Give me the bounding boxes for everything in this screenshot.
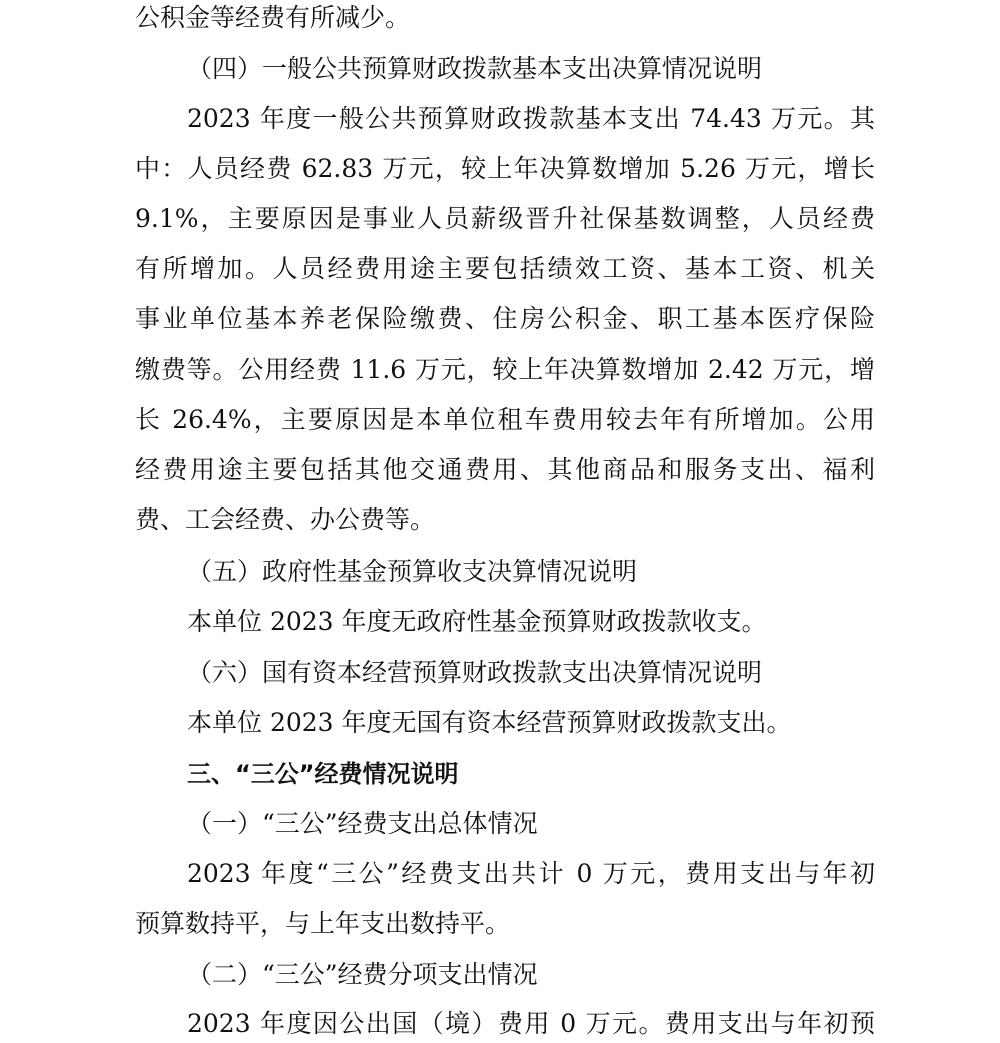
paragraph-line: 9.1%，主要原因是事业人员薪级晋升社保基数调整，人员经费: [135, 204, 875, 233]
paragraph-line: 2023 年度“三公”经费支出共计 0 万元，费用支出与年初: [187, 859, 875, 888]
paragraph-line: 费、工会经费、办公费等。: [135, 505, 436, 534]
section-heading-5: （五）政府性基金预算收支决算情况说明: [187, 557, 638, 586]
paragraph-line: 经费用途主要包括其他交通费用、其他商品和服务支出、福利: [135, 455, 875, 484]
paragraph-line: 本单位 2023 年度无政府性基金预算财政拨款收支。: [187, 607, 767, 636]
section-heading-6: （六）国有资本经营预算财政拨款支出决算情况说明: [187, 658, 763, 687]
paragraph-line: 预算数持平，与上年支出数持平。: [135, 909, 511, 938]
paragraph-line: 中：人员经费 62.83 万元，较上年决算数增加 5.26 万元，增长: [135, 154, 875, 183]
paragraph-line: 事业单位基本养老保险缴费、住房公积金、职工基本医疗保险: [135, 304, 875, 333]
paragraph-line: 缴费等。公用经费 11.6 万元，较上年决算数增加 2.42 万元，增: [135, 355, 875, 384]
section-heading-4: （四）一般公共预算财政拨款基本支出决算情况说明: [187, 54, 763, 83]
subsection-heading-2: （二）“三公”经费分项支出情况: [187, 960, 538, 989]
paragraph-line: 本单位 2023 年度无国有资本经营预算财政拨款支出。: [187, 708, 792, 737]
paragraph-line: 有所增加。人员经费用途主要包括绩效工资、基本工资、机关: [135, 254, 875, 283]
paragraph-line: 2023 年度因公出国（境）费用 0 万元。费用支出与年初预: [187, 1009, 875, 1038]
paragraph-line: 2023 年度一般公共预算财政拨款基本支出 74.43 万元。其: [187, 104, 875, 133]
subsection-heading-1: （一）“三公”经费支出总体情况: [187, 809, 538, 838]
chapter-heading-3: 三、“三公”经费情况说明: [187, 760, 459, 788]
paragraph-line: 公积金等经费有所减少。: [135, 3, 411, 32]
paragraph-line: 长 26.4%，主要原因是本单位租车费用较去年有所增加。公用: [135, 405, 875, 434]
